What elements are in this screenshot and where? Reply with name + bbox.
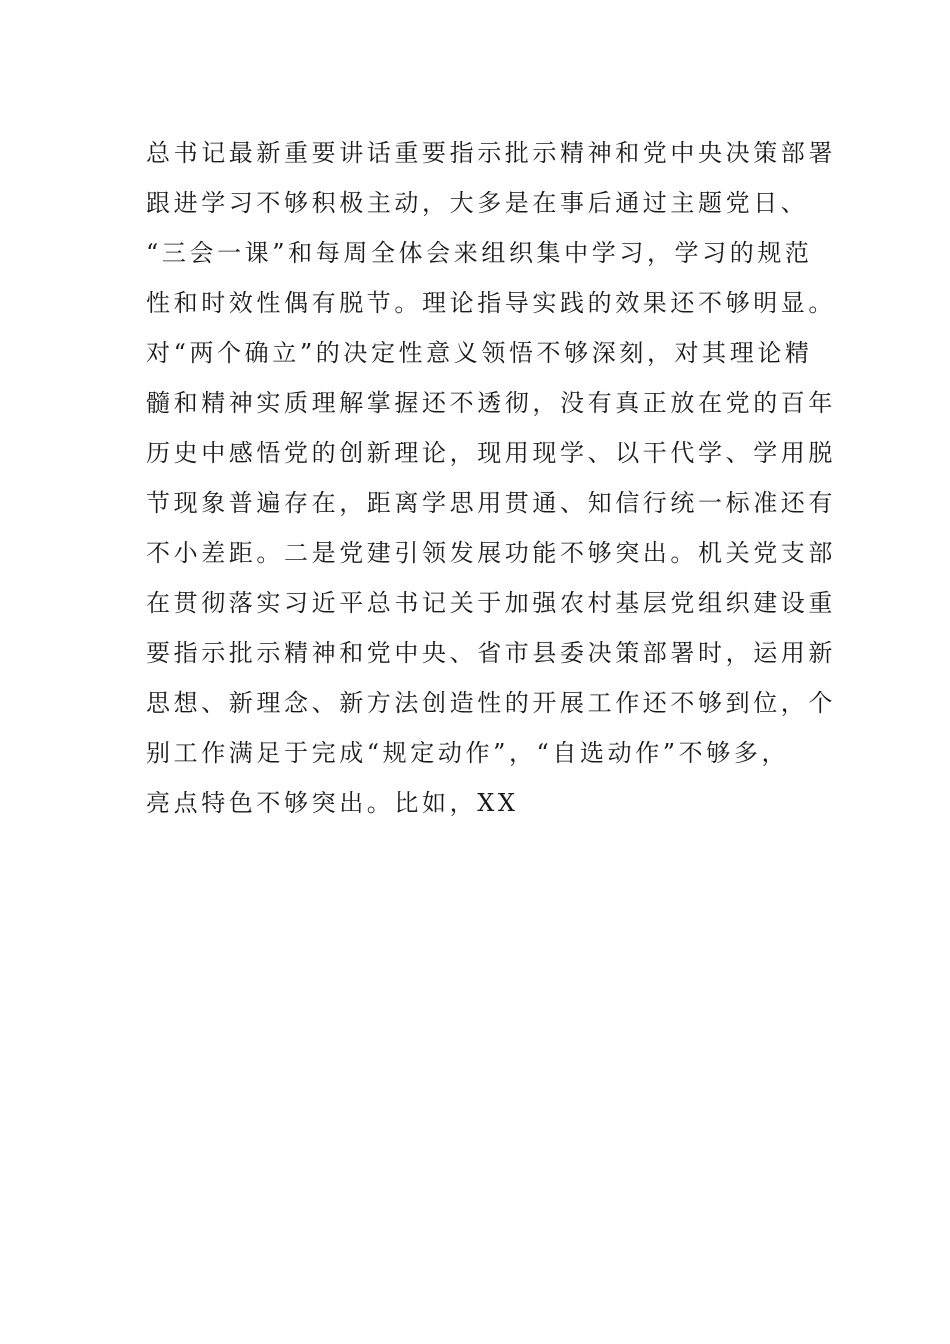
text-line-5: 对“两个确立”的决定性意义领悟不够深刻，对其理论精 (146, 339, 813, 367)
text-line-9: 不小差距。二是党建引领发展功能不够突出。机关党支部 (146, 539, 836, 567)
text-line-12: 思想、新理念、新方法创造性的开展工作还不够到位，个 (146, 689, 836, 717)
body-paragraph (146, 128, 836, 828)
text-line-2: 跟进学习不够积极主动，大多是在事后通过主题党日、 (146, 189, 809, 217)
text-line-11: 要指示批示精神和党中央、省市县委决策部署时，运用新 (146, 639, 836, 667)
text-line-13: 别工作满足于完成“规定动作”，“自选动作”不够多， (146, 739, 790, 767)
text-line-6: 髓和精神实质理解掌握还不透彻，没有真正放在党的百年 (146, 389, 836, 417)
text-line-4: 性和时效性偶有脱节。理论指导实践的效果还不够明显。 (146, 289, 836, 317)
text-line-1: 总书记最新重要讲话重要指示批示精神和党中央决策部署 (146, 139, 836, 167)
text-line-7: 历史中感悟党的创新理论，现用现学、以干代学、学用脱 (146, 439, 836, 467)
text-line-14: 亮点特色不够突出。比如，XX (146, 789, 519, 817)
text-line-3: “三会一课”和每周全体会来组织集中学习，学习的规范 (146, 239, 813, 267)
text-line-8: 节现象普遍存在，距离学思用贯通、知信行统一标准还有 (146, 489, 836, 517)
text-line-10: 在贯彻落实习近平总书记关于加强农村基层党组织建设重 (146, 589, 836, 617)
